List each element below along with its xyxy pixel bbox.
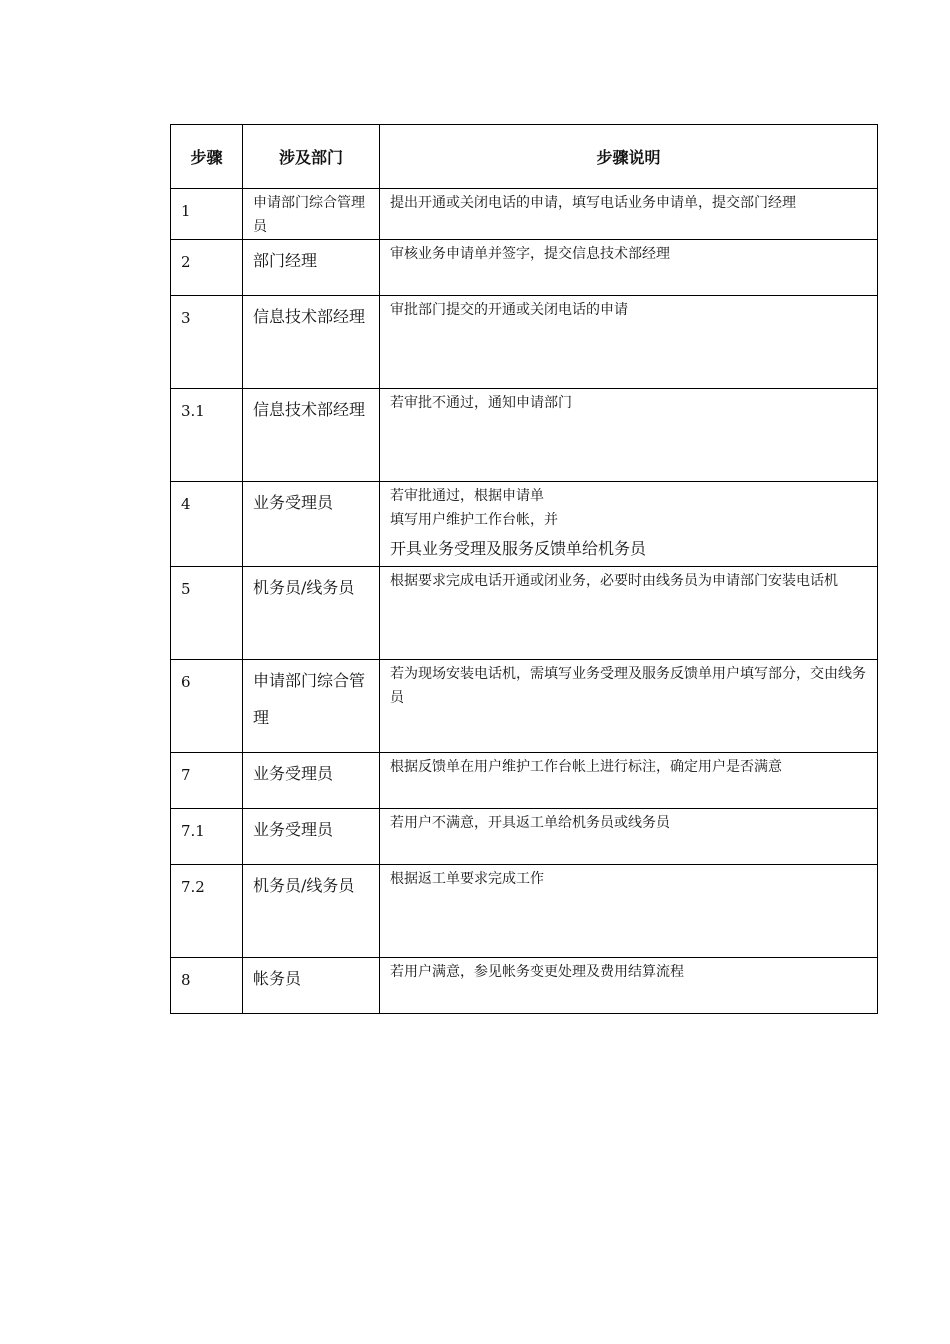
table-row [171, 567, 878, 660]
table-row [171, 482, 878, 567]
step-description: 若用户不满意，开具返工单给机务员或线务员 [380, 809, 878, 865]
step-number: 6 [171, 660, 243, 753]
step-number: 3 [171, 296, 243, 389]
department: 机务员/线务员 [243, 865, 380, 958]
table-row [171, 753, 878, 809]
table-row [171, 660, 878, 753]
table-row [171, 189, 878, 240]
step-description: 根据反馈单在用户维护工作台帐上进行标注，确定用户是否满意 [380, 753, 878, 809]
step-number: 5 [171, 567, 243, 660]
department: 业务受理员 [243, 809, 380, 865]
step-description: 审批部门提交的开通或关闭电话的申请 [380, 296, 878, 389]
department: 机务员/线务员 [243, 567, 380, 660]
department: 信息技术部经理 [243, 296, 380, 389]
step-number: 7 [171, 753, 243, 809]
step-description: 根据要求完成电话开通或闭业务，必要时由线务员为申请部门安装电话机 [380, 567, 878, 660]
department: 申请部门综合管理员 [243, 189, 380, 240]
header-step: 步骤 [171, 125, 243, 189]
description-line: 开具业务受理及服务反馈单给机务员 [390, 539, 647, 558]
procedure-table [170, 124, 878, 1014]
step-description: 若用户满意，参见帐务变更处理及费用结算流程 [380, 958, 878, 1014]
step-number: 2 [171, 240, 243, 296]
header-desc: 步骤说明 [380, 125, 878, 189]
department: 申请部门综合管理 [243, 660, 380, 753]
step-number: 4 [171, 482, 243, 567]
department: 信息技术部经理 [243, 389, 380, 482]
department: 业务受理员 [243, 482, 380, 567]
step-number: 7.1 [171, 809, 243, 865]
department: 业务受理员 [243, 753, 380, 809]
table-row [171, 389, 878, 482]
table-row [171, 865, 878, 958]
description-line: 填写用户维护工作台帐，并 [390, 512, 558, 528]
step-description: 提出开通或关闭电话的申请，填写电话业务申请单，提交部门经理 [380, 189, 878, 240]
table-row [171, 958, 878, 1014]
department: 帐务员 [243, 958, 380, 1014]
table-row [171, 809, 878, 865]
step-description: 若审批不通过，通知申请部门 [380, 389, 878, 482]
header-dept: 涉及部门 [243, 125, 380, 189]
table-row [171, 296, 878, 389]
table-row [171, 240, 878, 296]
step-description: 根据返工单要求完成工作 [380, 865, 878, 958]
step-number: 1 [171, 189, 243, 240]
step-number: 7.2 [171, 865, 243, 958]
step-description: 审核业务申请单并签字，提交信息技术部经理 [380, 240, 878, 296]
step-number: 3.1 [171, 389, 243, 482]
table-header-row [171, 125, 878, 189]
step-description: 若为现场安装电话机，需填写业务受理及服务反馈单用户填写部分，交由线务员 [380, 660, 878, 753]
step-description [380, 482, 878, 567]
description-line: 若审批通过，根据申请单 [390, 488, 544, 504]
department: 部门经理 [243, 240, 380, 296]
step-number: 8 [171, 958, 243, 1014]
